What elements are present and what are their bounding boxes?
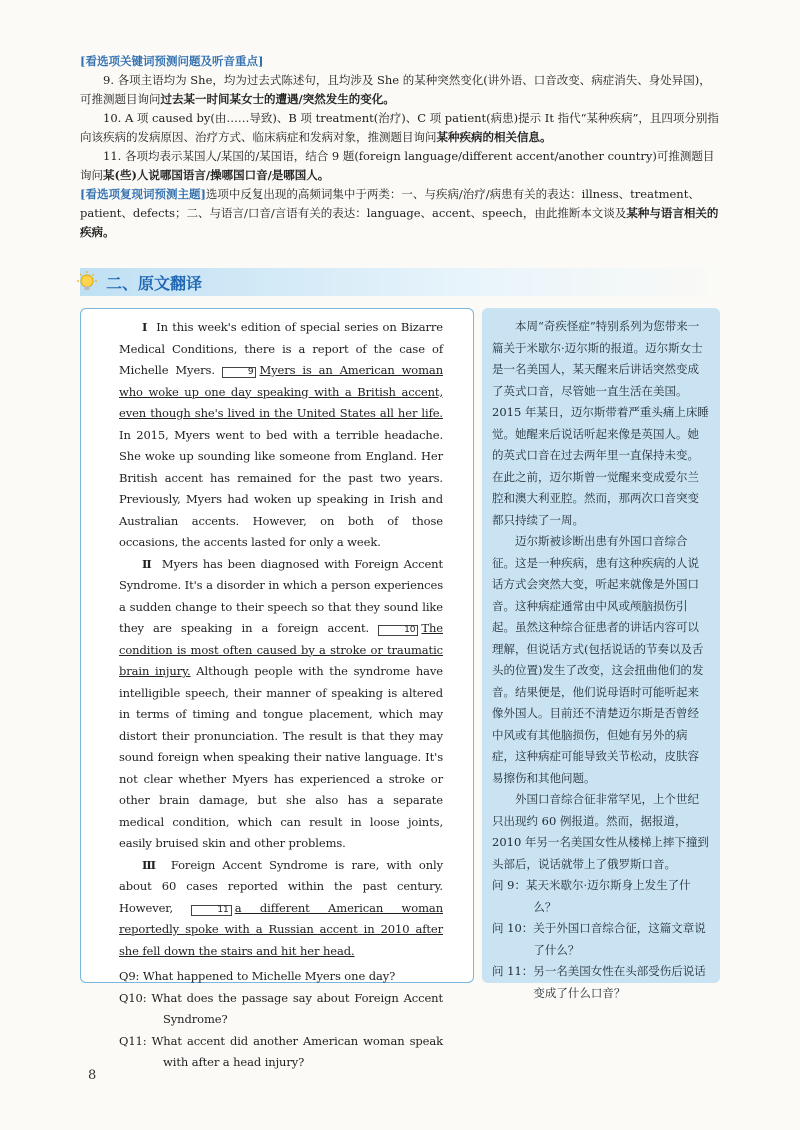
page-number: 8 bbox=[88, 1068, 97, 1083]
chinese-question-10: 问 10：关于外国口音综合征，这篇文章说了什么？ bbox=[492, 921, 706, 957]
note-9: 9. 各项主语均为 She，均为过去式陈述句，且均涉及 She 的某种突然变化(讲外语、口音改变、病症消失、身处异国)，可推测题目询问过去某一时间某女士的遭遇/突然发生的变化。 bbox=[80, 73, 711, 106]
tag-keywords: [看选项关键词预测问题及听音重点] bbox=[80, 54, 264, 68]
question-marker-9: 9 bbox=[222, 367, 257, 378]
note-10: 10. A 项 caused by(由……导致)、B 项 treatment(治疗)、C 项 patient(病患)提示 It 指代“某种疾病”，且四项分别指向该疾病的发病原因、治疗方式、临床病症和发病对象，推测题目询问某种疾病的相关信息。 bbox=[80, 111, 719, 144]
chinese-question-9: 问 9：某天米歇尔·迈尔斯身上发生了什么？ bbox=[492, 878, 691, 914]
chinese-paragraph-1: 本周“奇疾怪症”特别系列为您带来一篇关于米歇尔·迈尔斯的报道。迈尔斯女士是一名美国人，某天醒来后讲话突然变成了英式口音，尽管她一直生活在美国。2015 年某日，迈尔斯带着严重头痛上床睡觉。她醒来后说话听起来像是英国人。她的英式口音在过去两年里一直保持未变。在此之前，迈尔斯曾一觉醒来变成爱尔兰腔和澳大利亚腔。然而，那两次口音突变都只持续了一周。 bbox=[492, 319, 709, 527]
chinese-paragraph-2: 迈尔斯被诊断出患有外国口音综合征。这是一种疾病，患有这种疾病的人说话方式会突然大变，听起来就像是外国口音。这种病症通常由中风或颅脑损伤引起。虽然这种综合征患者的讲话内容可以理解，但说话方式(包括说话的节奏以及舌头的位置)发生了改变，这会扭曲他们的发音。结果便是，他们说母语时可能听起来像外国人。目前还不清楚迈尔斯是否曾经中风或有其他脑损伤，但她有另外的病症，这种病症可能导致关节松动，皮肤容易擦伤和其他问题。 bbox=[492, 534, 704, 785]
question-marker-10: 10 bbox=[378, 625, 418, 636]
chinese-translation-box bbox=[482, 308, 720, 1000]
chinese-question-11: 问 11：另一名美国女性在头部受伤后说话变成了什么口音？ bbox=[492, 964, 706, 1000]
note-11: 11. 各项均表示某国人/某国的/某国语，结合 9 题(foreign language/different accent/another country)可推测题目询问某(些)人说哪国语言/操哪国口音/是哪国人。 bbox=[80, 149, 715, 182]
note-theme: [看选项复现词预测主题]选项中反复出现的高频词集中于两类：一、与疾病/治疗/病患有关的表达：illness、treatment、patient、defects；二、与语言/口音/言语有关的表达：language、accent、speech，由此推断本文谈及某种与语言相关的疾病。 bbox=[80, 187, 719, 239]
english-paragraph-3: Ⅲ Foreign Accent Syndrome is rare, with only about 60 cases reported within the past century. However, 11 a different American woman reportedly spoke with a Russian accent in 2010 after she fell down the stairs and hit her head. bbox=[119, 857, 444, 958]
section-title: 二、原文翻译 bbox=[106, 274, 203, 293]
question-11: Q11: What accent did another American woman speak with after a head injury? bbox=[119, 1033, 443, 1069]
section-header bbox=[80, 268, 730, 296]
question-10: Q10: What does the passage say about Foreign Accent Syndrome? bbox=[119, 990, 443, 1026]
english-transcript-box bbox=[80, 308, 474, 1069]
chinese-paragraph-3: 外国口音综合征非常罕见，上个世纪只出现约 60 例报道。然而，据报道，2010 年另一名美国女性从楼梯上摔下撞到头部后，说话就带上了俄罗斯口音。 bbox=[492, 792, 709, 871]
english-paragraph-2: Ⅱ Myers has been diagnosed with Foreign Accent Syndrome. It's a disorder in which a person experiences a sudden change to their speech so that they sound like they are speaking in a foreign accent. 10 The condition is most often caused by a stroke or traumatic brain injury. Although people with the syndrome have intelligible speech, their manner of speaking is altered in terms of timing and tongue placement, which may distort their pronunciation. The result is that they may sound foreign when speaking their native language. It's not clear whether Myers has experienced a stroke or other brain damage, but she also has a separate medical condition, which can result in loose joints, easily bruised skin and other problems. bbox=[119, 556, 443, 850]
question-marker-11: 11 bbox=[191, 905, 231, 916]
question-9: Q9: What happened to Michelle Myers one day? bbox=[119, 969, 396, 983]
lightbulb-icon bbox=[74, 270, 100, 294]
answer-notes bbox=[80, 52, 720, 242]
english-paragraph-1: Ⅰ In this week's edition of special series on Bizarre Medical Conditions, there is a report of the case of Michelle Myers. 9 Myers is an American woman who woke up one day speaking with a British accent, even though she's lived in the United States all her life. In 2015, Myers went to bed with a terrible headache. She woke up sounding like someone from England. Her British accent has remained for the past two years. Previously, Myers had woken up speaking in Irish and Australian accents. However, on both of those occasions, the accents lasted for only a week. bbox=[119, 320, 444, 549]
